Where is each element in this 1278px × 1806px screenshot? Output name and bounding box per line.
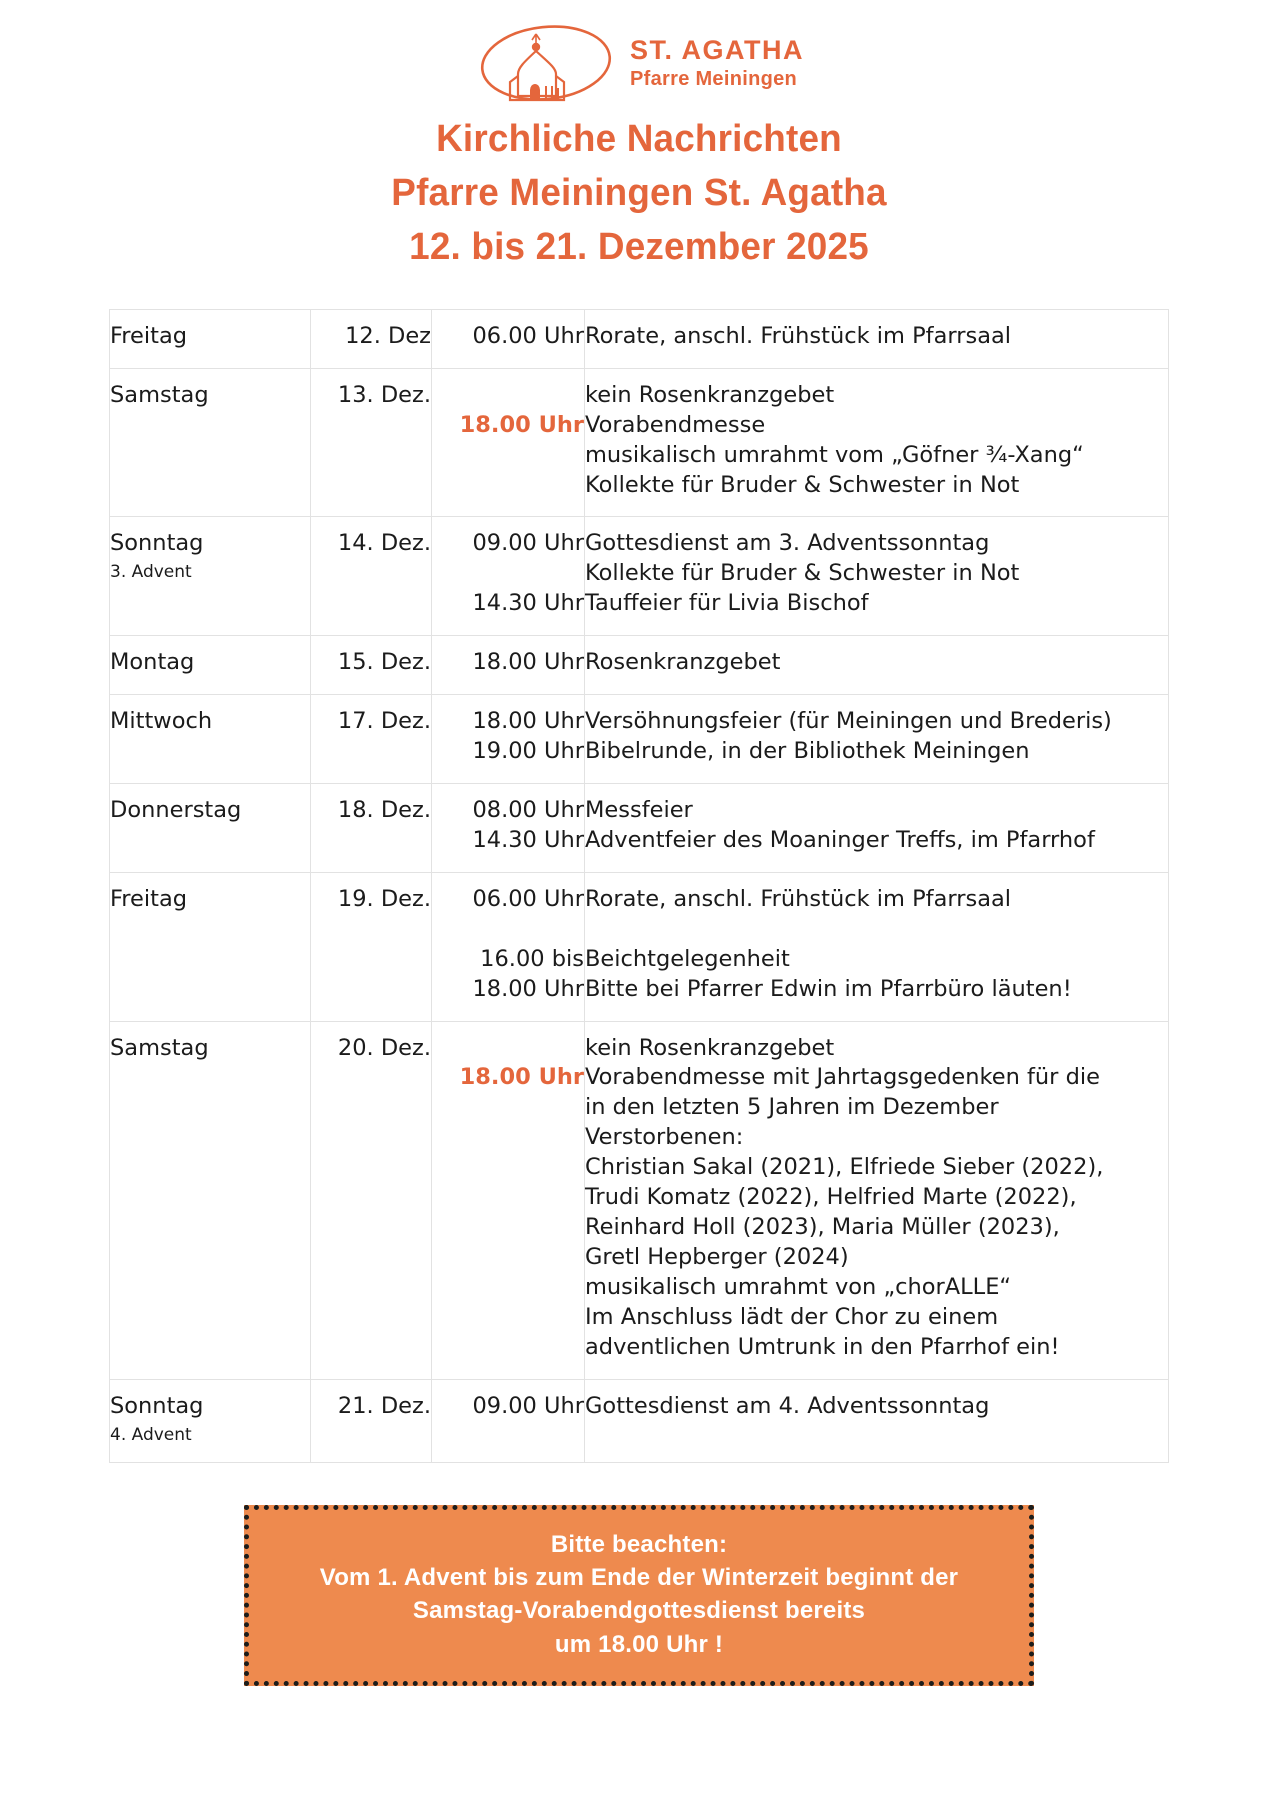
notice-line: um 18.00 Uhr !: [554, 1630, 724, 1658]
description-line: Vorabendmesse: [585, 411, 766, 438]
time-line: 18.00 Uhr: [459, 1064, 584, 1091]
description-line: Messfeier: [585, 797, 693, 823]
title-line-3: 12. bis 21. Dezember 2025: [409, 225, 869, 268]
description-line: kein Rosenkranzgebet: [585, 381, 835, 408]
description-line: Tauffeier für Livia Bischof: [585, 590, 869, 617]
weekday-label: Donnerstag: [110, 797, 242, 823]
time-line: 06.00 Uhr: [472, 322, 584, 349]
time-line: 18.00 Uhr: [472, 708, 584, 735]
description-line: kein Rosenkranzgebet: [585, 1034, 835, 1061]
table-row: [110, 784, 1169, 873]
row-weekday: [110, 636, 311, 695]
row-description: [585, 872, 1169, 1021]
description-line: Verstorbenen:: [585, 1124, 744, 1151]
row-date: 20. Dez.: [311, 1021, 432, 1379]
weekday-label: Sonntag: [110, 1392, 204, 1419]
row-date: 17. Dez.: [311, 695, 432, 784]
row-times: [432, 695, 585, 784]
weekday-label: Freitag: [110, 885, 188, 912]
church-dome-logo-icon: [474, 18, 624, 108]
weekday-label: Mittwoch: [110, 708, 213, 735]
description-line: musikalisch umrahmt vom „Göfner ¾-Xang“: [585, 441, 1084, 468]
row-description: [585, 1021, 1169, 1379]
time-line: 18.00 Uhr: [459, 411, 584, 438]
row-date: 13. Dez.: [311, 368, 432, 517]
weekday-subtitle: 4. Advent: [110, 1424, 192, 1445]
description-line: Gottesdienst am 4. Adventssonntag: [585, 1392, 990, 1419]
description-line: Rorate, anschl. Frühstück im Pfarrsaal: [585, 322, 1012, 349]
weekday-subtitle: 3. Advent: [110, 562, 192, 583]
notice-wrapper: [0, 1505, 1278, 1685]
time-line: 06.00 Uhr: [472, 885, 584, 912]
logo-subtitle: Pfarre Meiningen: [630, 67, 798, 90]
description-line: musikalisch umrahmt von „chorALLE“: [585, 1273, 1012, 1300]
row-date: 14. Dez.: [311, 517, 432, 636]
row-times: [432, 872, 585, 1021]
description-line: Im Anschluss lädt der Chor zu einem: [585, 1303, 999, 1330]
weekday-label: Freitag: [110, 322, 188, 349]
table-row: [110, 309, 1169, 368]
row-description: [585, 784, 1169, 873]
title-line-2: Pfarre Meiningen St. Agatha: [391, 171, 887, 214]
row-weekday: [110, 1379, 311, 1463]
parish-logo: [0, 0, 1278, 95]
schedule-table: [109, 309, 1169, 1463]
row-date: 18. Dez.: [311, 784, 432, 873]
row-description: [585, 636, 1169, 695]
description-line: Versöhnungsfeier (für Meiningen und Brederis): [585, 708, 1112, 735]
row-description: [585, 368, 1169, 517]
description-line: Rosenkranzgebet: [585, 649, 781, 676]
table-row: [110, 1021, 1169, 1379]
row-times: [432, 636, 585, 695]
time-line: 09.00 Uhr: [472, 1392, 584, 1419]
description-line: Bitte bei Pfarrer Edwin im Pfarrbüro läuten!: [585, 975, 1072, 1002]
row-description: [585, 309, 1169, 368]
description-line: Bibelrunde, in der Bibliothek Meiningen: [585, 738, 1030, 765]
table-row: [110, 368, 1169, 517]
row-description: [585, 1379, 1169, 1463]
row-times: [432, 368, 585, 517]
row-weekday: [110, 695, 311, 784]
weekday-label: Samstag: [110, 381, 209, 408]
description-line: Reinhard Holl (2023), Maria Müller (2023),: [585, 1214, 1060, 1241]
time-line: 14.30 Uhr: [472, 826, 584, 853]
logo-title: ST. AGATHA: [630, 34, 804, 65]
time-line: 19.00 Uhr: [472, 738, 584, 765]
row-weekday: [110, 784, 311, 873]
description-line: Gretl Hepberger (2024): [585, 1243, 849, 1270]
table-row: [110, 1379, 1169, 1463]
table-row: [110, 517, 1169, 636]
time-line: 18.00 Uhr: [472, 975, 584, 1002]
row-times: [432, 1021, 585, 1379]
description-line: Christian Sakal (2021), Elfriede Sieber (2022),: [585, 1154, 1104, 1181]
description-line: in den letzten 5 Jahren im Dezember: [585, 1094, 999, 1121]
row-weekday: [110, 872, 311, 1021]
time-line: 08.00 Uhr: [472, 797, 584, 823]
row-date: 19. Dez.: [311, 872, 432, 1021]
row-description: [585, 517, 1169, 636]
table-row: [110, 872, 1169, 1021]
row-description: [585, 695, 1169, 784]
description-line: Kollekte für Bruder & Schwester in Not: [585, 471, 1020, 498]
time-line: 18.00 Uhr: [472, 649, 584, 676]
weekday-label: Samstag: [110, 1034, 209, 1061]
description-line: Rorate, anschl. Frühstück im Pfarrsaal: [585, 885, 1012, 912]
row-weekday: [110, 517, 311, 636]
weekday-label: Montag: [110, 649, 195, 676]
time-line: 14.30 Uhr: [472, 590, 584, 617]
description-line: adventlichen Umtrunk in den Pfarrhof ein!: [585, 1333, 1060, 1360]
weekday-label: Sonntag: [110, 530, 204, 557]
row-date: 21. Dez.: [311, 1379, 432, 1463]
title-line-1: Kirchliche Nachrichten: [436, 118, 842, 160]
notice-line: Vom 1. Advent bis zum Ende der Winterzeit beginnt der: [319, 1564, 959, 1592]
row-weekday: [110, 309, 311, 368]
description-line: Trudi Komatz (2022), Helfried Marte (2022),: [585, 1184, 1077, 1211]
notice-box: [244, 1505, 1034, 1685]
row-times: [432, 784, 585, 873]
row-weekday: [110, 368, 311, 517]
row-date: 12. Dez: [311, 309, 432, 368]
table-row: [110, 695, 1169, 784]
description-line: Adventfeier des Moaninger Treffs, im Pfarrhof: [585, 826, 1095, 853]
row-weekday: [110, 1021, 311, 1379]
row-times: [432, 309, 585, 368]
description-line: Kollekte für Bruder & Schwester in Not: [585, 560, 1020, 587]
row-date: 15. Dez.: [311, 636, 432, 695]
time-line: 16.00 bis: [480, 945, 584, 972]
notice-line: Samstag-Vorabendgottesdienst bereits: [412, 1597, 866, 1625]
page-title: [0, 113, 1278, 275]
table-row: [110, 636, 1169, 695]
row-times: [432, 1379, 585, 1463]
description-line: Beichtgelegenheit: [585, 945, 790, 972]
row-times: [432, 517, 585, 636]
notice-line: Bitte beachten:: [550, 1531, 728, 1559]
description-line: Gottesdienst am 3. Adventssonntag: [585, 530, 990, 557]
description-line: Vorabendmesse mit Jahrtagsgedenken für die: [585, 1064, 1100, 1091]
time-line: 09.00 Uhr: [472, 530, 584, 557]
